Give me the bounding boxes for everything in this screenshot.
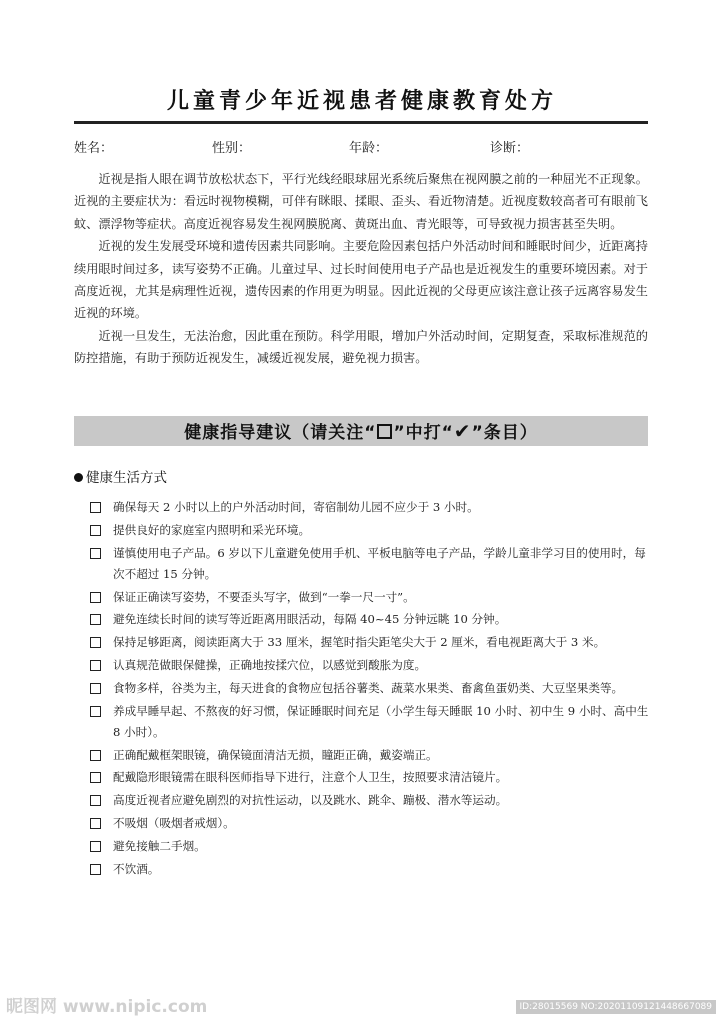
checkbox[interactable] xyxy=(90,614,101,625)
checkbox[interactable] xyxy=(90,592,101,603)
checklist-item-text: 认真规范做眼保健操，正确地按揉穴位，以感觉到酸胀为度。 xyxy=(113,657,427,672)
age-field-label: 年龄： xyxy=(349,141,389,156)
checkbox[interactable] xyxy=(90,502,101,513)
checklist-item-text: 养成早睡早起、不熬夜的好习惯，保证睡眠时间充足（小学生每天睡眠 10 小时、初中生 9 小时、高中生 8 小时）。 xyxy=(113,703,649,739)
checkbox[interactable] xyxy=(90,750,101,761)
checklist-item xyxy=(90,701,650,743)
checklist-item-text: 食物多样，谷类为主，每天进食的食物应包括谷薯类、蔬菜水果类、畜禽鱼蛋奶类、大豆坚果类等。 xyxy=(113,680,624,695)
bullet-icon xyxy=(74,473,83,482)
checklist-item xyxy=(90,497,650,518)
checkbox[interactable] xyxy=(90,772,101,783)
checklist-item xyxy=(90,632,650,653)
checklist-item-text: 提供良好的家庭室内照明和采光环境。 xyxy=(113,522,311,537)
lifestyle-checklist xyxy=(90,497,650,881)
checklist-item xyxy=(90,745,650,766)
checklist-item xyxy=(90,859,650,880)
checkbox[interactable] xyxy=(90,660,101,671)
checkbox[interactable] xyxy=(90,637,101,648)
checklist-item xyxy=(90,520,650,541)
banner-suffix: ”条目） xyxy=(471,423,538,443)
watermark-logo: 昵图网 www.nipic.com xyxy=(6,997,208,1017)
checkbox[interactable] xyxy=(90,525,101,536)
checkbox[interactable] xyxy=(90,818,101,829)
checklist-item xyxy=(90,813,650,834)
name-field-label: 姓名： xyxy=(74,141,114,156)
checklist-item xyxy=(90,655,650,676)
gender-field-label: 性别： xyxy=(212,141,252,156)
checkbox[interactable] xyxy=(90,841,101,852)
checkbox[interactable] xyxy=(90,795,101,806)
checklist-item-text: 正确配戴框架眼镜，确保镜面清洁无损，瞳距正确，戴姿端正。 xyxy=(113,747,438,762)
title-divider xyxy=(74,121,648,124)
checkbox[interactable] xyxy=(90,683,101,694)
patient-info-row xyxy=(74,137,648,155)
checklist-item-text: 避免接触二手烟。 xyxy=(113,838,206,853)
checklist-item xyxy=(90,790,650,811)
checklist-item xyxy=(90,587,650,608)
section-heading-text: 健康生活方式 xyxy=(86,470,167,486)
checklist-item-text: 避免连续长时间的读写等近距离用眼活动，每隔 40~45 分钟远眺 10 分钟。 xyxy=(113,612,507,627)
checkbox[interactable] xyxy=(90,706,101,717)
intro-paragraph: 近视是指人眼在调节放松状态下，平行光线经眼球屈光系统后聚焦在视网膜之前的一种屈光不正现象。近视的主要症状为：看远时视物模糊，可伴有眯眼、揉眼、歪头、看近物清楚。近视度数较高者可有眼前飞蚊、漂浮物等症状。高度近视容易发生视网膜脱离、黄斑出血、青光眼等，可导致视力损害甚至失明。 xyxy=(74,172,648,231)
banner-prefix: 健康指导建议（请关注“ xyxy=(184,423,377,443)
page-title: 儿童青少年近视患者健康教育处方 xyxy=(166,89,557,114)
intro-text xyxy=(74,168,648,370)
diagnosis-field-label: 诊断： xyxy=(490,141,530,156)
checklist-item-text: 不吸烟（吸烟者戒烟）。 xyxy=(113,815,235,830)
checkbox[interactable] xyxy=(90,864,101,875)
checklist-item-text: 保证正确读写姿势，不要歪头写字，做到“一拳一尺一寸”。 xyxy=(113,589,415,604)
checkbox-glyph-icon xyxy=(377,424,392,439)
checklist-item xyxy=(90,609,650,630)
banner-middle: ”中打“ xyxy=(393,423,454,443)
checklist-item-text: 配戴隐形眼镜需在眼科医师指导下进行，注意个人卫生，按照要求清洁镜片。 xyxy=(113,770,508,785)
checklist-item-text: 保持足够距离，阅读距离大于 33 厘米，握笔时指尖距笔尖大于 2 厘米，看电视距离大于 3 米。 xyxy=(113,635,606,650)
checklist-item-text: 不饮酒。 xyxy=(113,861,160,876)
checklist-item xyxy=(90,767,650,788)
checklist-item-text: 谨慎使用电子产品。6 岁以下儿童避免使用手机、平板电脑等电子产品，学龄儿童非学习目的使用时，每次不超过 15 分钟。 xyxy=(113,545,646,581)
checklist-item xyxy=(90,678,650,699)
intro-paragraph: 近视的发生发展受环境和遗传因素共同影响。主要危险因素包括户外活动时间和睡眠时间少，近距离持续用眼时间过多，读写姿势不正确。儿童过早、过长时间使用电子产品也是近视发生的重要环境因素。对于高度近视，尤其是病理性近视，遗传因素的作用更为明显。因此近视的父母更应该注意让孩子远离容易发生近视的环境。 xyxy=(74,239,648,321)
watermark-id: ID:28015569 NO:20201109121448667089 xyxy=(516,1000,717,1014)
checklist-item xyxy=(90,543,650,585)
checklist-item-text: 高度近视者应避免剧烈的对抗性运动，以及跳水、跳伞、蹦极、潜水等运动。 xyxy=(113,793,508,808)
checkbox[interactable] xyxy=(90,548,101,559)
checklist-item-text: 确保每天 2 小时以上的户外活动时间，寄宿制幼儿园不应少于 3 小时。 xyxy=(113,500,479,514)
intro-paragraph: 近视一旦发生，无法治愈，因此重在预防。科学用眼，增加户外活动时间，定期复查，采取标准规范的防控措施，有助于预防近视发生，减缓近视发展，避免视力损害。 xyxy=(74,328,648,366)
checkmark-icon: ✔ xyxy=(453,419,472,443)
guidance-banner xyxy=(74,416,648,446)
checklist-item xyxy=(90,836,650,857)
section-heading xyxy=(74,466,167,486)
